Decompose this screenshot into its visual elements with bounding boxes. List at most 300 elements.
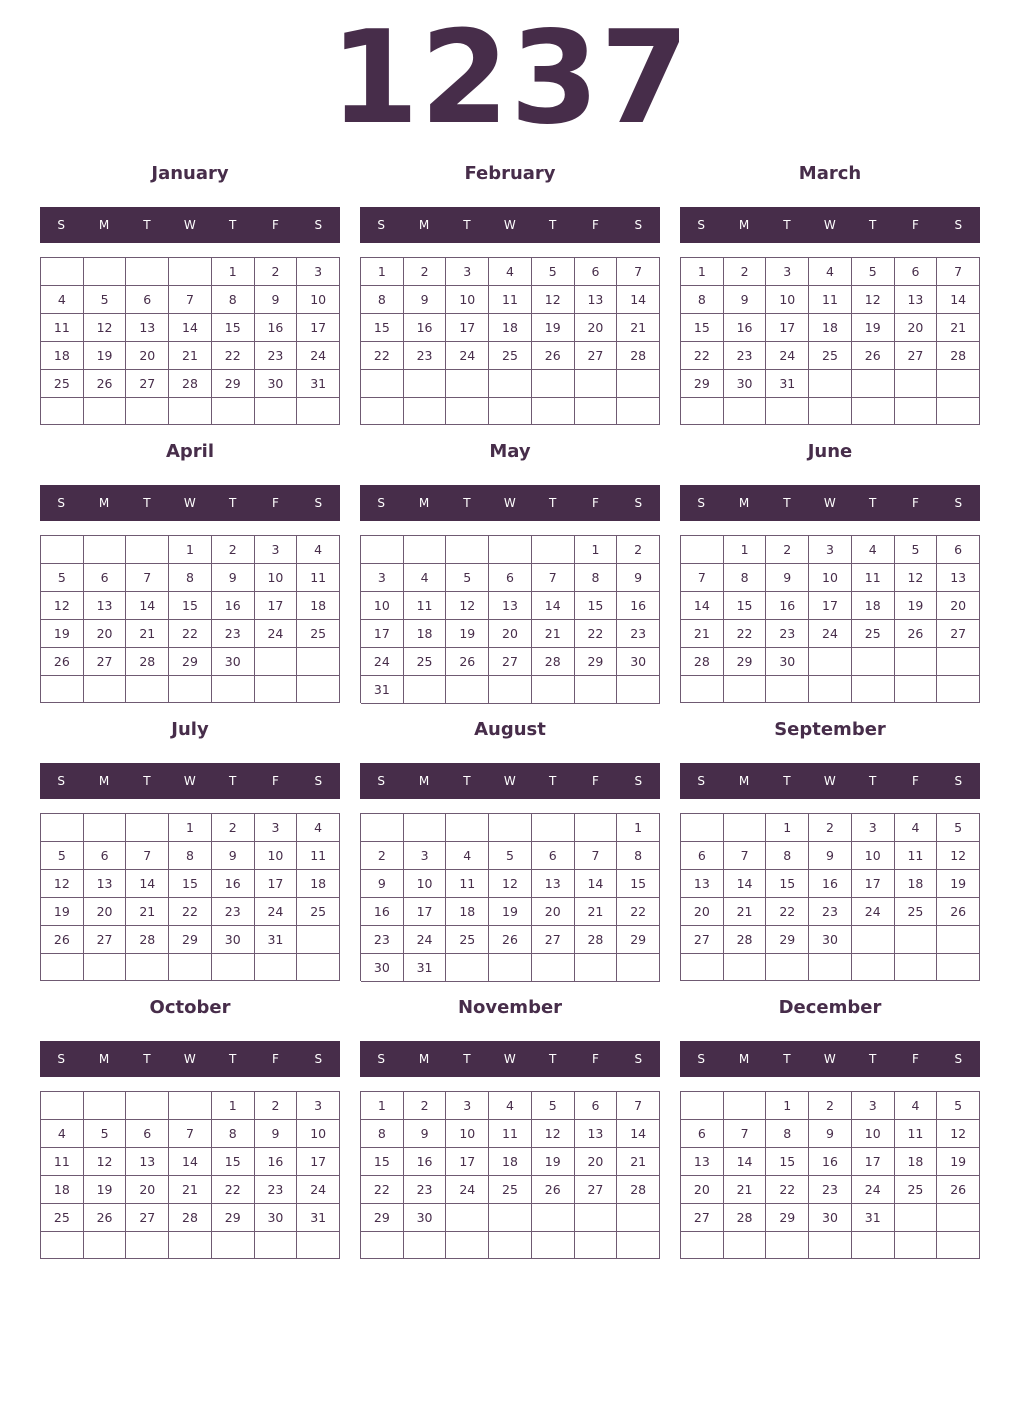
day-cell[interactable]: 9 — [212, 564, 255, 592]
day-cell[interactable]: 24 — [852, 898, 895, 926]
day-cell[interactable]: 9 — [361, 870, 404, 898]
day-cell[interactable]: 17 — [446, 314, 489, 342]
day-cell[interactable]: 25 — [446, 926, 489, 954]
day-cell[interactable]: 8 — [681, 286, 724, 314]
day-cell[interactable]: 13 — [84, 592, 127, 620]
day-cell[interactable]: 1 — [766, 1092, 809, 1120]
day-cell[interactable]: 20 — [489, 620, 532, 648]
day-cell[interactable]: 25 — [297, 898, 340, 926]
day-cell[interactable]: 20 — [681, 1176, 724, 1204]
day-cell[interactable]: 2 — [212, 536, 255, 564]
day-cell[interactable]: 10 — [297, 286, 340, 314]
day-cell[interactable]: 23 — [404, 1176, 447, 1204]
day-cell[interactable]: 28 — [724, 926, 767, 954]
day-cell[interactable]: 3 — [852, 814, 895, 842]
day-cell[interactable]: 14 — [681, 592, 724, 620]
day-cell[interactable]: 3 — [255, 536, 298, 564]
day-cell[interactable]: 26 — [937, 1176, 980, 1204]
day-cell[interactable]: 24 — [404, 926, 447, 954]
day-cell[interactable]: 29 — [766, 1204, 809, 1232]
day-cell[interactable]: 7 — [681, 564, 724, 592]
day-cell[interactable]: 20 — [84, 620, 127, 648]
day-cell[interactable]: 30 — [617, 648, 660, 676]
day-cell[interactable]: 10 — [766, 286, 809, 314]
day-cell[interactable]: 4 — [489, 258, 532, 286]
day-cell[interactable]: 1 — [724, 536, 767, 564]
day-cell[interactable]: 12 — [489, 870, 532, 898]
day-cell[interactable]: 21 — [617, 1148, 660, 1176]
day-cell[interactable]: 26 — [937, 898, 980, 926]
day-cell[interactable]: 16 — [809, 1148, 852, 1176]
day-cell[interactable]: 14 — [532, 592, 575, 620]
day-cell[interactable]: 21 — [617, 314, 660, 342]
day-cell[interactable]: 11 — [489, 1120, 532, 1148]
day-cell[interactable]: 22 — [575, 620, 618, 648]
day-cell[interactable]: 15 — [169, 870, 212, 898]
day-cell[interactable]: 1 — [361, 258, 404, 286]
day-cell[interactable]: 13 — [489, 592, 532, 620]
day-cell[interactable]: 2 — [724, 258, 767, 286]
day-cell[interactable]: 12 — [41, 870, 84, 898]
day-cell[interactable]: 28 — [126, 648, 169, 676]
day-cell[interactable]: 21 — [937, 314, 980, 342]
day-cell[interactable]: 2 — [404, 1092, 447, 1120]
day-cell[interactable]: 6 — [895, 258, 938, 286]
day-cell[interactable]: 27 — [895, 342, 938, 370]
day-cell[interactable]: 17 — [255, 870, 298, 898]
day-cell[interactable]: 31 — [361, 676, 404, 704]
day-cell[interactable]: 7 — [937, 258, 980, 286]
day-cell[interactable]: 28 — [617, 1176, 660, 1204]
day-cell[interactable]: 6 — [681, 842, 724, 870]
day-cell[interactable]: 28 — [169, 1204, 212, 1232]
day-cell[interactable]: 12 — [895, 564, 938, 592]
day-cell[interactable]: 24 — [809, 620, 852, 648]
day-cell[interactable]: 4 — [297, 536, 340, 564]
day-cell[interactable]: 9 — [404, 286, 447, 314]
day-cell[interactable]: 1 — [169, 814, 212, 842]
day-cell[interactable]: 19 — [532, 1148, 575, 1176]
day-cell[interactable]: 18 — [446, 898, 489, 926]
day-cell[interactable]: 13 — [681, 870, 724, 898]
day-cell[interactable]: 16 — [766, 592, 809, 620]
day-cell[interactable]: 15 — [212, 314, 255, 342]
day-cell[interactable]: 27 — [489, 648, 532, 676]
day-cell[interactable]: 4 — [41, 1120, 84, 1148]
day-cell[interactable]: 8 — [575, 564, 618, 592]
day-cell[interactable]: 26 — [852, 342, 895, 370]
day-cell[interactable]: 17 — [766, 314, 809, 342]
day-cell[interactable]: 23 — [617, 620, 660, 648]
day-cell[interactable]: 20 — [895, 314, 938, 342]
day-cell[interactable]: 19 — [41, 620, 84, 648]
day-cell[interactable]: 9 — [617, 564, 660, 592]
day-cell[interactable]: 14 — [724, 870, 767, 898]
day-cell[interactable]: 10 — [361, 592, 404, 620]
day-cell[interactable]: 25 — [489, 1176, 532, 1204]
day-cell[interactable]: 11 — [895, 842, 938, 870]
day-cell[interactable]: 17 — [297, 1148, 340, 1176]
day-cell[interactable]: 1 — [766, 814, 809, 842]
day-cell[interactable]: 18 — [489, 1148, 532, 1176]
day-cell[interactable]: 27 — [84, 648, 127, 676]
day-cell[interactable]: 16 — [404, 1148, 447, 1176]
day-cell[interactable]: 27 — [126, 370, 169, 398]
day-cell[interactable]: 1 — [681, 258, 724, 286]
day-cell[interactable]: 27 — [681, 926, 724, 954]
day-cell[interactable]: 28 — [126, 926, 169, 954]
day-cell[interactable]: 22 — [361, 1176, 404, 1204]
day-cell[interactable]: 4 — [489, 1092, 532, 1120]
day-cell[interactable]: 5 — [532, 1092, 575, 1120]
day-cell[interactable]: 21 — [724, 1176, 767, 1204]
day-cell[interactable]: 16 — [255, 314, 298, 342]
day-cell[interactable]: 17 — [852, 1148, 895, 1176]
day-cell[interactable]: 24 — [361, 648, 404, 676]
day-cell[interactable]: 1 — [575, 536, 618, 564]
day-cell[interactable]: 20 — [681, 898, 724, 926]
day-cell[interactable]: 25 — [404, 648, 447, 676]
day-cell[interactable]: 28 — [617, 342, 660, 370]
day-cell[interactable]: 30 — [212, 648, 255, 676]
day-cell[interactable]: 13 — [575, 286, 618, 314]
day-cell[interactable]: 15 — [681, 314, 724, 342]
day-cell[interactable]: 9 — [809, 842, 852, 870]
day-cell[interactable]: 10 — [404, 870, 447, 898]
day-cell[interactable]: 10 — [446, 286, 489, 314]
day-cell[interactable]: 19 — [937, 870, 980, 898]
day-cell[interactable]: 4 — [41, 286, 84, 314]
day-cell[interactable]: 24 — [446, 1176, 489, 1204]
day-cell[interactable]: 26 — [895, 620, 938, 648]
day-cell[interactable]: 6 — [126, 1120, 169, 1148]
day-cell[interactable]: 12 — [532, 1120, 575, 1148]
day-cell[interactable]: 2 — [212, 814, 255, 842]
day-cell[interactable]: 16 — [255, 1148, 298, 1176]
day-cell[interactable]: 22 — [724, 620, 767, 648]
day-cell[interactable]: 14 — [575, 870, 618, 898]
day-cell[interactable]: 1 — [212, 258, 255, 286]
day-cell[interactable]: 8 — [361, 286, 404, 314]
day-cell[interactable]: 4 — [404, 564, 447, 592]
day-cell[interactable]: 21 — [169, 342, 212, 370]
day-cell[interactable]: 25 — [852, 620, 895, 648]
day-cell[interactable]: 6 — [681, 1120, 724, 1148]
day-cell[interactable]: 30 — [809, 1204, 852, 1232]
day-cell[interactable]: 10 — [852, 842, 895, 870]
day-cell[interactable]: 3 — [446, 258, 489, 286]
day-cell[interactable]: 31 — [255, 926, 298, 954]
day-cell[interactable]: 13 — [895, 286, 938, 314]
day-cell[interactable]: 28 — [532, 648, 575, 676]
day-cell[interactable]: 3 — [297, 1092, 340, 1120]
day-cell[interactable]: 1 — [617, 814, 660, 842]
day-cell[interactable]: 6 — [575, 258, 618, 286]
day-cell[interactable]: 27 — [84, 926, 127, 954]
day-cell[interactable]: 20 — [575, 314, 618, 342]
day-cell[interactable]: 9 — [212, 842, 255, 870]
day-cell[interactable]: 18 — [297, 870, 340, 898]
day-cell[interactable]: 19 — [937, 1148, 980, 1176]
day-cell[interactable]: 23 — [809, 1176, 852, 1204]
day-cell[interactable]: 28 — [575, 926, 618, 954]
day-cell[interactable]: 15 — [361, 1148, 404, 1176]
day-cell[interactable]: 7 — [724, 842, 767, 870]
day-cell[interactable]: 21 — [575, 898, 618, 926]
day-cell[interactable]: 12 — [937, 1120, 980, 1148]
day-cell[interactable]: 10 — [255, 842, 298, 870]
day-cell[interactable]: 24 — [446, 342, 489, 370]
day-cell[interactable]: 24 — [255, 898, 298, 926]
day-cell[interactable]: 27 — [532, 926, 575, 954]
day-cell[interactable]: 2 — [809, 1092, 852, 1120]
day-cell[interactable]: 27 — [126, 1204, 169, 1232]
day-cell[interactable]: 17 — [446, 1148, 489, 1176]
day-cell[interactable]: 20 — [532, 898, 575, 926]
day-cell[interactable]: 25 — [895, 1176, 938, 1204]
day-cell[interactable]: 26 — [84, 1204, 127, 1232]
day-cell[interactable]: 19 — [852, 314, 895, 342]
day-cell[interactable]: 23 — [255, 1176, 298, 1204]
day-cell[interactable]: 26 — [489, 926, 532, 954]
day-cell[interactable]: 28 — [169, 370, 212, 398]
day-cell[interactable]: 11 — [297, 564, 340, 592]
day-cell[interactable]: 11 — [404, 592, 447, 620]
day-cell[interactable]: 30 — [255, 370, 298, 398]
day-cell[interactable]: 20 — [937, 592, 980, 620]
day-cell[interactable]: 3 — [766, 258, 809, 286]
day-cell[interactable]: 11 — [489, 286, 532, 314]
day-cell[interactable]: 23 — [361, 926, 404, 954]
day-cell[interactable]: 2 — [809, 814, 852, 842]
day-cell[interactable]: 29 — [766, 926, 809, 954]
day-cell[interactable]: 19 — [446, 620, 489, 648]
day-cell[interactable]: 11 — [446, 870, 489, 898]
day-cell[interactable]: 4 — [895, 1092, 938, 1120]
day-cell[interactable]: 23 — [212, 898, 255, 926]
day-cell[interactable]: 26 — [446, 648, 489, 676]
day-cell[interactable]: 31 — [852, 1204, 895, 1232]
day-cell[interactable]: 9 — [255, 1120, 298, 1148]
day-cell[interactable]: 9 — [809, 1120, 852, 1148]
day-cell[interactable]: 29 — [212, 1204, 255, 1232]
day-cell[interactable]: 23 — [212, 620, 255, 648]
day-cell[interactable]: 14 — [617, 1120, 660, 1148]
day-cell[interactable]: 18 — [895, 1148, 938, 1176]
day-cell[interactable]: 30 — [361, 954, 404, 982]
day-cell[interactable]: 8 — [212, 286, 255, 314]
day-cell[interactable]: 14 — [169, 314, 212, 342]
day-cell[interactable]: 28 — [724, 1204, 767, 1232]
day-cell[interactable]: 24 — [297, 1176, 340, 1204]
day-cell[interactable]: 17 — [852, 870, 895, 898]
day-cell[interactable]: 16 — [617, 592, 660, 620]
day-cell[interactable]: 11 — [809, 286, 852, 314]
day-cell[interactable]: 12 — [84, 314, 127, 342]
day-cell[interactable]: 29 — [212, 370, 255, 398]
day-cell[interactable]: 5 — [446, 564, 489, 592]
day-cell[interactable]: 7 — [617, 1092, 660, 1120]
day-cell[interactable]: 13 — [681, 1148, 724, 1176]
day-cell[interactable]: 17 — [297, 314, 340, 342]
day-cell[interactable]: 15 — [766, 870, 809, 898]
day-cell[interactable]: 30 — [404, 1204, 447, 1232]
day-cell[interactable]: 31 — [297, 370, 340, 398]
day-cell[interactable]: 2 — [766, 536, 809, 564]
day-cell[interactable]: 2 — [255, 258, 298, 286]
day-cell[interactable]: 8 — [169, 564, 212, 592]
day-cell[interactable]: 4 — [809, 258, 852, 286]
day-cell[interactable]: 22 — [361, 342, 404, 370]
day-cell[interactable]: 23 — [809, 898, 852, 926]
day-cell[interactable]: 27 — [681, 1204, 724, 1232]
day-cell[interactable]: 26 — [532, 342, 575, 370]
day-cell[interactable]: 13 — [126, 314, 169, 342]
day-cell[interactable]: 18 — [895, 870, 938, 898]
day-cell[interactable]: 7 — [126, 564, 169, 592]
day-cell[interactable]: 3 — [852, 1092, 895, 1120]
day-cell[interactable]: 11 — [895, 1120, 938, 1148]
day-cell[interactable]: 12 — [446, 592, 489, 620]
day-cell[interactable]: 29 — [575, 648, 618, 676]
day-cell[interactable]: 14 — [617, 286, 660, 314]
day-cell[interactable]: 3 — [446, 1092, 489, 1120]
day-cell[interactable]: 6 — [84, 564, 127, 592]
day-cell[interactable]: 5 — [852, 258, 895, 286]
day-cell[interactable]: 26 — [41, 648, 84, 676]
day-cell[interactable]: 26 — [84, 370, 127, 398]
day-cell[interactable]: 3 — [361, 564, 404, 592]
day-cell[interactable]: 21 — [169, 1176, 212, 1204]
day-cell[interactable]: 30 — [809, 926, 852, 954]
day-cell[interactable]: 23 — [255, 342, 298, 370]
day-cell[interactable]: 28 — [681, 648, 724, 676]
day-cell[interactable]: 24 — [852, 1176, 895, 1204]
day-cell[interactable]: 29 — [169, 648, 212, 676]
day-cell[interactable]: 22 — [766, 898, 809, 926]
day-cell[interactable]: 18 — [41, 342, 84, 370]
day-cell[interactable]: 18 — [297, 592, 340, 620]
day-cell[interactable]: 2 — [617, 536, 660, 564]
day-cell[interactable]: 4 — [446, 842, 489, 870]
day-cell[interactable]: 22 — [169, 898, 212, 926]
day-cell[interactable]: 1 — [212, 1092, 255, 1120]
day-cell[interactable]: 4 — [297, 814, 340, 842]
day-cell[interactable]: 23 — [404, 342, 447, 370]
day-cell[interactable]: 1 — [169, 536, 212, 564]
day-cell[interactable]: 22 — [212, 342, 255, 370]
day-cell[interactable]: 5 — [84, 286, 127, 314]
day-cell[interactable]: 13 — [937, 564, 980, 592]
day-cell[interactable]: 7 — [575, 842, 618, 870]
day-cell[interactable]: 20 — [575, 1148, 618, 1176]
day-cell[interactable]: 18 — [852, 592, 895, 620]
day-cell[interactable]: 16 — [404, 314, 447, 342]
day-cell[interactable]: 5 — [489, 842, 532, 870]
day-cell[interactable]: 30 — [724, 370, 767, 398]
day-cell[interactable]: 28 — [937, 342, 980, 370]
day-cell[interactable]: 12 — [532, 286, 575, 314]
day-cell[interactable]: 29 — [169, 926, 212, 954]
day-cell[interactable]: 5 — [937, 1092, 980, 1120]
day-cell[interactable]: 14 — [169, 1148, 212, 1176]
day-cell[interactable]: 18 — [404, 620, 447, 648]
day-cell[interactable]: 3 — [255, 814, 298, 842]
day-cell[interactable]: 18 — [489, 314, 532, 342]
day-cell[interactable]: 6 — [126, 286, 169, 314]
day-cell[interactable]: 7 — [169, 286, 212, 314]
day-cell[interactable]: 21 — [681, 620, 724, 648]
day-cell[interactable]: 15 — [361, 314, 404, 342]
day-cell[interactable]: 19 — [489, 898, 532, 926]
day-cell[interactable]: 5 — [532, 258, 575, 286]
day-cell[interactable]: 31 — [766, 370, 809, 398]
day-cell[interactable]: 20 — [84, 898, 127, 926]
day-cell[interactable]: 14 — [724, 1148, 767, 1176]
day-cell[interactable]: 6 — [575, 1092, 618, 1120]
day-cell[interactable]: 17 — [255, 592, 298, 620]
day-cell[interactable]: 6 — [937, 536, 980, 564]
day-cell[interactable]: 14 — [126, 592, 169, 620]
day-cell[interactable]: 8 — [766, 1120, 809, 1148]
day-cell[interactable]: 27 — [575, 1176, 618, 1204]
day-cell[interactable]: 5 — [41, 564, 84, 592]
day-cell[interactable]: 19 — [84, 342, 127, 370]
day-cell[interactable]: 21 — [724, 898, 767, 926]
day-cell[interactable]: 16 — [724, 314, 767, 342]
day-cell[interactable]: 25 — [41, 370, 84, 398]
day-cell[interactable]: 5 — [937, 814, 980, 842]
day-cell[interactable]: 12 — [41, 592, 84, 620]
day-cell[interactable]: 13 — [575, 1120, 618, 1148]
day-cell[interactable]: 11 — [41, 314, 84, 342]
day-cell[interactable]: 7 — [724, 1120, 767, 1148]
day-cell[interactable]: 25 — [809, 342, 852, 370]
day-cell[interactable]: 14 — [937, 286, 980, 314]
day-cell[interactable]: 1 — [361, 1092, 404, 1120]
day-cell[interactable]: 11 — [297, 842, 340, 870]
day-cell[interactable]: 18 — [809, 314, 852, 342]
day-cell[interactable]: 21 — [126, 620, 169, 648]
day-cell[interactable]: 7 — [532, 564, 575, 592]
day-cell[interactable]: 20 — [126, 1176, 169, 1204]
day-cell[interactable]: 22 — [681, 342, 724, 370]
day-cell[interactable]: 19 — [895, 592, 938, 620]
day-cell[interactable]: 12 — [937, 842, 980, 870]
day-cell[interactable]: 7 — [169, 1120, 212, 1148]
day-cell[interactable]: 23 — [766, 620, 809, 648]
day-cell[interactable]: 22 — [212, 1176, 255, 1204]
day-cell[interactable]: 20 — [126, 342, 169, 370]
day-cell[interactable]: 7 — [126, 842, 169, 870]
day-cell[interactable]: 9 — [766, 564, 809, 592]
day-cell[interactable]: 27 — [937, 620, 980, 648]
day-cell[interactable]: 29 — [681, 370, 724, 398]
day-cell[interactable]: 2 — [255, 1092, 298, 1120]
day-cell[interactable]: 25 — [489, 342, 532, 370]
day-cell[interactable]: 19 — [532, 314, 575, 342]
day-cell[interactable]: 24 — [766, 342, 809, 370]
day-cell[interactable]: 9 — [255, 286, 298, 314]
day-cell[interactable]: 15 — [724, 592, 767, 620]
day-cell[interactable]: 30 — [255, 1204, 298, 1232]
day-cell[interactable]: 8 — [212, 1120, 255, 1148]
day-cell[interactable]: 3 — [297, 258, 340, 286]
day-cell[interactable]: 6 — [84, 842, 127, 870]
day-cell[interactable]: 25 — [41, 1204, 84, 1232]
day-cell[interactable]: 10 — [255, 564, 298, 592]
day-cell[interactable]: 31 — [404, 954, 447, 982]
